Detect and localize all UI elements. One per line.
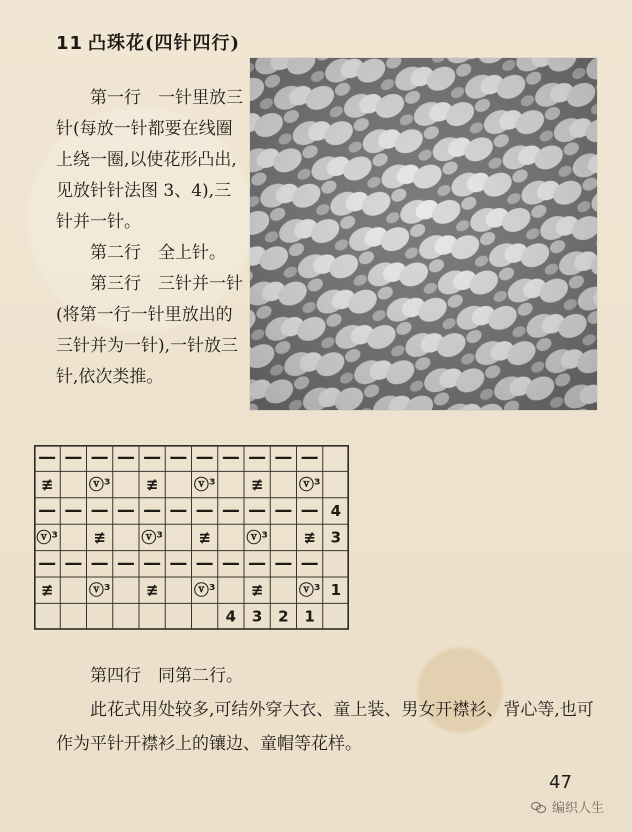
chart-symbol: — [274, 500, 293, 521]
chart-symbol: 4 [225, 607, 237, 626]
chart-symbol: — [300, 500, 319, 521]
knitting-chart [34, 445, 349, 630]
chart-symbol: — [300, 552, 319, 574]
chart-symbol: 3 [251, 607, 263, 626]
wechat-icon [531, 801, 546, 812]
chart-symbol: — [116, 500, 135, 521]
chart-symbol: — [274, 552, 293, 574]
chart-symbol: 1 [304, 607, 315, 626]
chart-symbol: ⓥ³ [88, 581, 111, 600]
chart-symbol: — [38, 500, 57, 521]
chart-symbol: ⓥ³ [298, 475, 321, 494]
watermark-text: 编织人生 [552, 801, 605, 816]
row-3-instruction: 第三行 三针并一针(将第一行一针里放出的三针并为一针),一针放三针,依次类推。 [56, 274, 243, 387]
chart-symbol: ≢ [93, 528, 106, 547]
chart-symbol: — [221, 552, 240, 574]
chart-symbol: ≢ [40, 581, 54, 600]
page-number: 47 [549, 772, 572, 793]
row-2-instruction: 第二行 全上针。 [90, 243, 226, 263]
chart-symbol: — [143, 500, 162, 521]
chart-symbol: ⓥ³ [193, 475, 216, 494]
chart-symbol: — [169, 552, 188, 574]
chart-symbol: 2 [278, 607, 289, 626]
chart-symbol: ≢ [198, 528, 211, 547]
pattern-title: 凸珠花(四针四行) [88, 33, 241, 54]
chart-symbol: — [64, 447, 83, 469]
chart-symbol: 1 [330, 581, 342, 600]
row-4-instruction: 第四行 同第二行。 [90, 666, 243, 686]
chart-symbol: — [143, 447, 162, 469]
page-title [56, 29, 240, 55]
chart-symbol: ⓥ³ [88, 475, 111, 494]
chart-symbol: — [248, 447, 267, 469]
chart-symbol: ≢ [303, 528, 316, 547]
bottom-text-block [56, 659, 596, 761]
chart-symbol: — [38, 552, 57, 574]
chart-symbol: — [248, 552, 267, 574]
chart-symbol: — [248, 500, 267, 521]
chart-symbol: ⓥ³ [141, 528, 163, 547]
usage-note: 此花式用处较多,可结外穿大衣、童上装、男女开襟衫、背心等,也可作为平针开襟衫上的镶边、童帽等花样。 [56, 700, 594, 754]
chart-symbol: — [221, 447, 240, 469]
chart-symbol: ⓥ³ [298, 581, 321, 600]
chart-symbol: ≢ [145, 581, 159, 600]
chart-symbol: — [38, 447, 57, 469]
chart-symbol: — [221, 500, 240, 521]
watermark [531, 797, 604, 816]
chart-symbol: — [143, 552, 162, 574]
chart-symbol: — [274, 447, 293, 469]
chart-symbol: ≢ [40, 475, 54, 494]
chart-symbol: — [169, 447, 188, 469]
chart-symbol: 3 [330, 528, 342, 547]
chart-symbol: ⓥ³ [36, 528, 58, 547]
row-1-instruction: 第一行 一针里放三针(每放一针都要在线圈上绕一圈,以使花形凸出,见放针针法图 3、4),三针并一针。 [56, 88, 243, 232]
chart-symbol: ⓥ³ [246, 528, 268, 547]
chart-symbol: — [64, 500, 83, 521]
chart-symbol: ⓥ³ [193, 581, 216, 600]
chart-symbol: — [90, 447, 109, 469]
chart-symbol: — [195, 552, 214, 574]
stitch-photo [250, 58, 597, 410]
chart-symbol: — [90, 500, 109, 521]
chart-symbol: — [195, 447, 214, 469]
chart-symbol: — [116, 447, 135, 469]
instructions-block [56, 83, 246, 393]
chart-symbol: — [169, 500, 188, 521]
chart-symbol: — [195, 500, 214, 521]
pattern-number: 11 [56, 33, 84, 54]
chart-symbol: — [300, 447, 319, 469]
chart-symbol: 4 [330, 502, 342, 520]
chart-symbol: — [64, 552, 83, 574]
chart-symbol: ≢ [145, 475, 159, 494]
chart-symbol: — [116, 552, 135, 574]
chart-symbol: ≢ [250, 581, 264, 600]
chart-symbol: — [90, 552, 109, 574]
chart-symbol: ≢ [250, 475, 264, 494]
